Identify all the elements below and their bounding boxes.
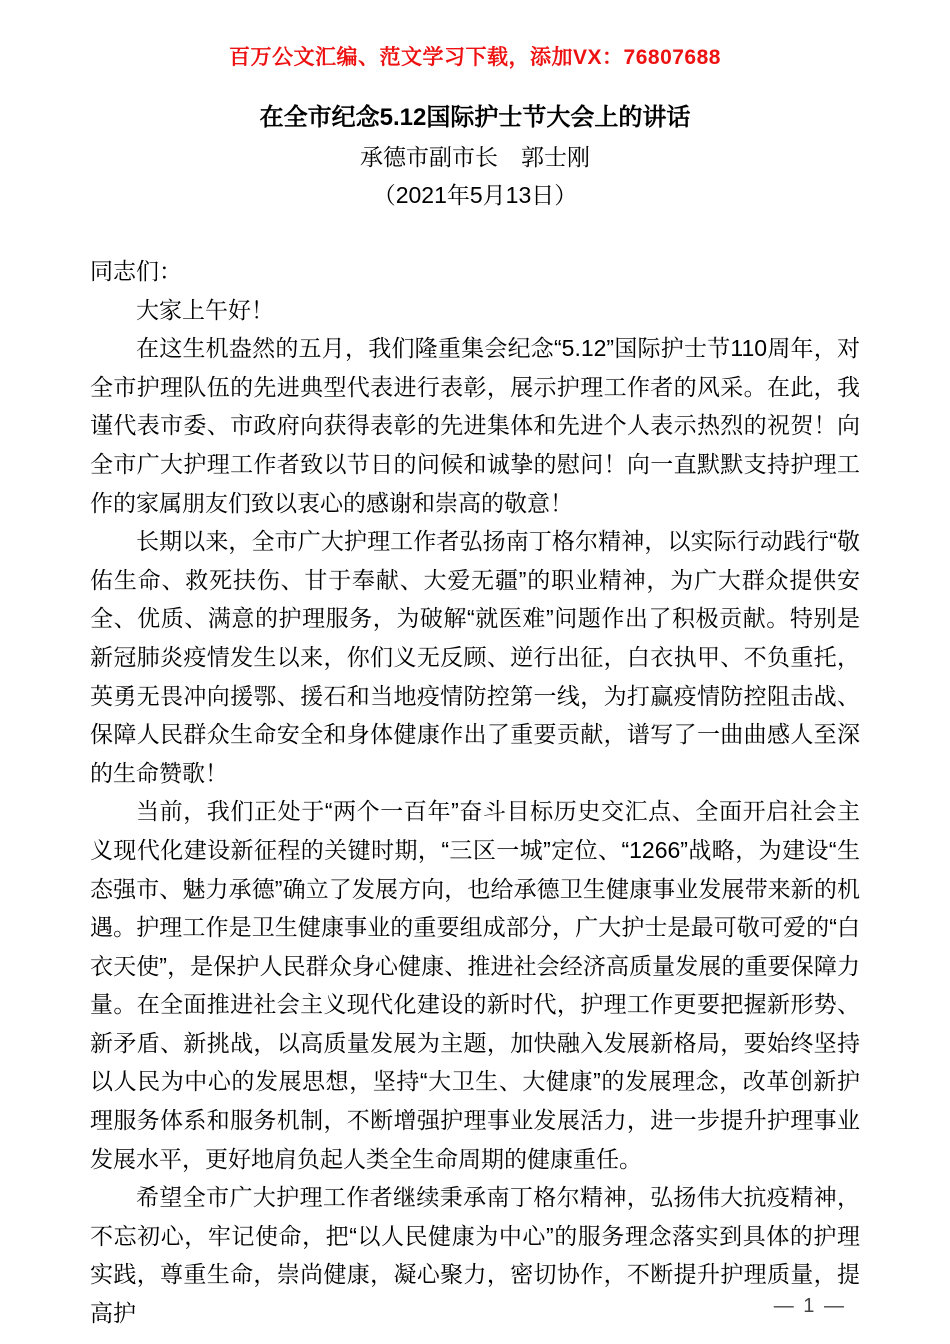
document-body — [90, 252, 860, 1333]
document-author: 承德市副市长 郭士刚 — [360, 144, 590, 170]
promo-header: 百万公文汇编、范文学习下载，添加VX：76807688 — [229, 46, 721, 69]
document-date: （2021年5月13日） — [372, 182, 578, 208]
body-paragraph: 在这生机盎然的五月，我们隆重集会纪念“5.12”国际护士节110周年，对全市护理队伍的先进典型代表进行表彰，展示护理工作者的风采。在此，我谨代表市委、市政府向获得表彰的先进集体和先进个人表示热烈的祝贺！向全市广大护理工作者致以节日的问候和诚挚的慰问！向一直默默支持护理工作的家属朋友们致以衷心的感谢和崇高的敬意！ — [90, 335, 860, 516]
page-number: — 1 — — [773, 1295, 846, 1317]
salutation: 同志们： — [90, 258, 182, 284]
body-paragraph: 希望全市广大护理工作者继续秉承南丁格尔精神，弘扬伟大抗疫精神，不忘初心，牢记使命，把“以人民健康为中心”的服务理念落实到具体的护理实践，尊重生命，崇尚健康，凝心聚力，密切协作，不断提升护理质量，提高护 — [90, 1184, 860, 1327]
body-paragraph: 大家上午好！ — [136, 296, 274, 323]
document-title: 在全市纪念5.12国际护士节大会上的讲话 — [259, 104, 691, 131]
body-paragraph: 长期以来，全市广大护理工作者弘扬南丁格尔精神，以实际行动践行“敬佑生命、救死扶伤、甘于奉献、大爱无疆”的职业精神，为广大群众提供安全、优质、满意的护理服务，为破解“就医难”问题作出了积极贡献。特别是新冠肺炎疫情发生以来，你们义无反顾、逆行出征，白衣执甲、不负重托，英勇无畏冲向援鄂、援石和当地疫情防控第一线，为打赢疫情防控阻击战、保障人民群众生命安全和身体健康作出了重要贡献，谱写了一曲曲感人至深的生命赞歌！ — [90, 528, 860, 786]
body-paragraph: 当前，我们正处于“两个一百年”奋斗目标历史交汇点、全面开启社会主义现代化建设新征程的关键时期，“三区一城”定位、“1266”战略，为建设“生态强市、魅力承德”确立了发展方向，也给承德卫生健康事业发展带来新的机遇。护理工作是卫生健康事业的重要组成部分，广大护士是最可敬可爱的“白衣天使”，是保护人民群众身心健康、推进社会经济高质量发展的重要保障力量。在全面推进社会主义现代化建设的新时代，护理工作更要把握新形势、新矛盾、新挑战，以高质量发展为主题，加快融入发展新格局，要始终坚持以人民为中心的发展思想，坚持“大卫生、大健康”的发展理念，改革创新护理服务体系和服务机制，不断增强护理事业发展活力，进一步提升护理事业发展水平，更好地肩负起人类全生命周期的健康重任。 — [90, 798, 860, 1172]
